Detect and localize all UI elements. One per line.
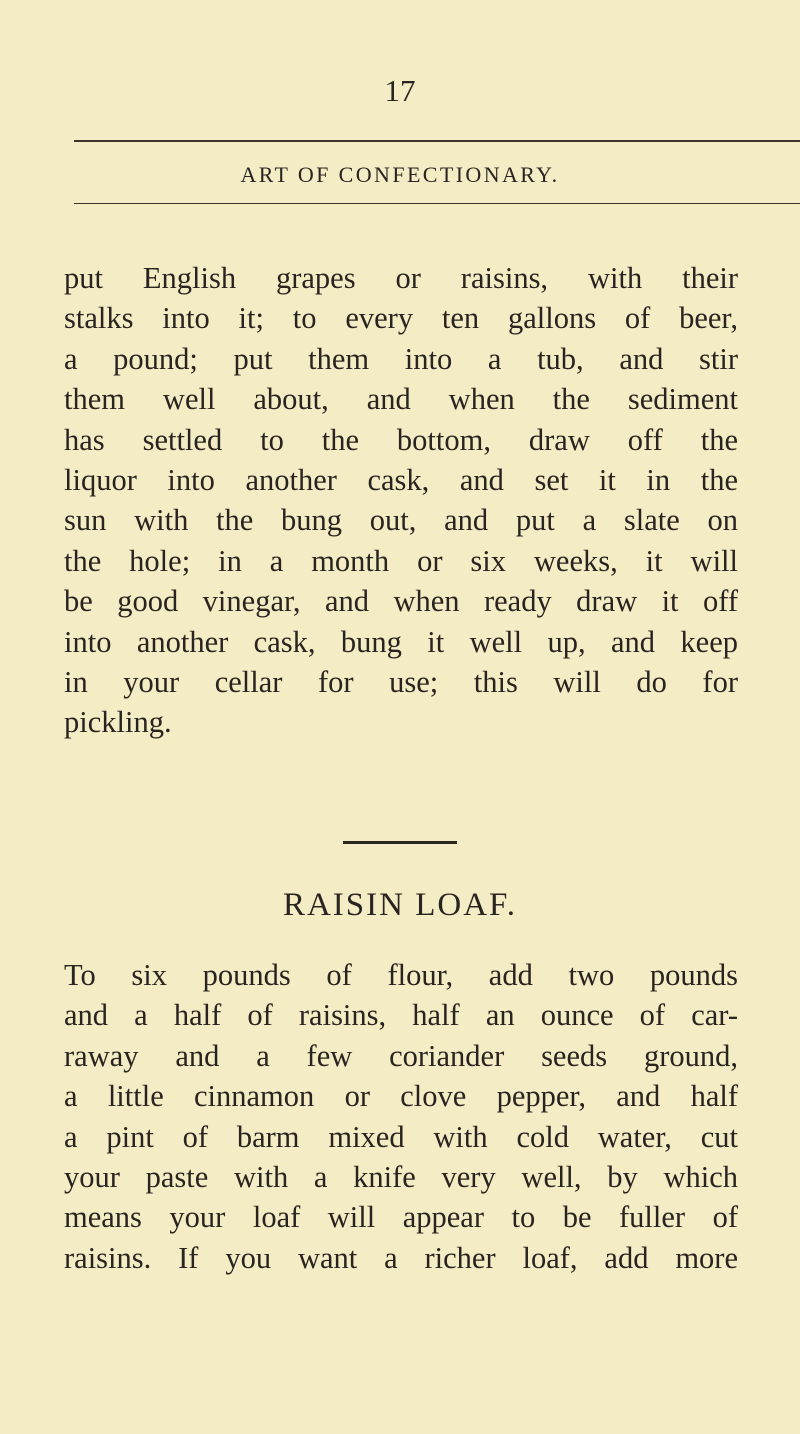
text-line: be good vinegar, and when ready draw it off (64, 584, 738, 619)
text-line: your paste with a knife very well, by which (64, 1160, 738, 1195)
text-line: stalks into it; to every ten gallons of beer, (64, 301, 738, 336)
paragraph-vinegar (64, 258, 738, 743)
paragraph-raisin-loaf (64, 955, 738, 1278)
text-line: them well about, and when the sediment (64, 382, 738, 417)
text-line: and a half of raisins, half an ounce of car- (64, 998, 738, 1033)
header-rule-top (74, 140, 800, 142)
section-heading: RAISIN LOAF. (282, 887, 518, 923)
text-line: means your loaf will appear to be fuller of (64, 1200, 738, 1235)
text-line: in your cellar for use; this will do for (64, 665, 738, 700)
text-line: has settled to the bottom, draw off the (64, 422, 738, 457)
text-line: a pint of barm mixed with cold water, cut (64, 1119, 738, 1154)
text-line: the hole; in a month or six weeks, it will (64, 543, 738, 578)
text-line: liquor into another cask, and set it in the (64, 463, 738, 498)
page-number: 17 (384, 73, 416, 108)
text-line: pickling. (64, 705, 172, 740)
text-line: raway and a few coriander seeds ground, (64, 1038, 738, 1073)
text-line: put English grapes or raisins, with their (64, 261, 738, 295)
text-line: sun with the bung out, and put a slate on (64, 503, 738, 538)
text-line: To six pounds of flour, add two pounds (64, 958, 738, 992)
text-line: a pound; put them into a tub, and stir (64, 341, 738, 376)
section-divider (343, 841, 457, 844)
header-rule-bottom (74, 203, 800, 204)
text-line: a little cinnamon or clove pepper, and half (64, 1079, 738, 1114)
text-line: into another cask, bung it well up, and keep (64, 624, 738, 659)
running-head: ART OF CONFECTIONARY. (240, 162, 560, 187)
text-line: raisins. If you want a richer loaf, add more (64, 1240, 738, 1275)
